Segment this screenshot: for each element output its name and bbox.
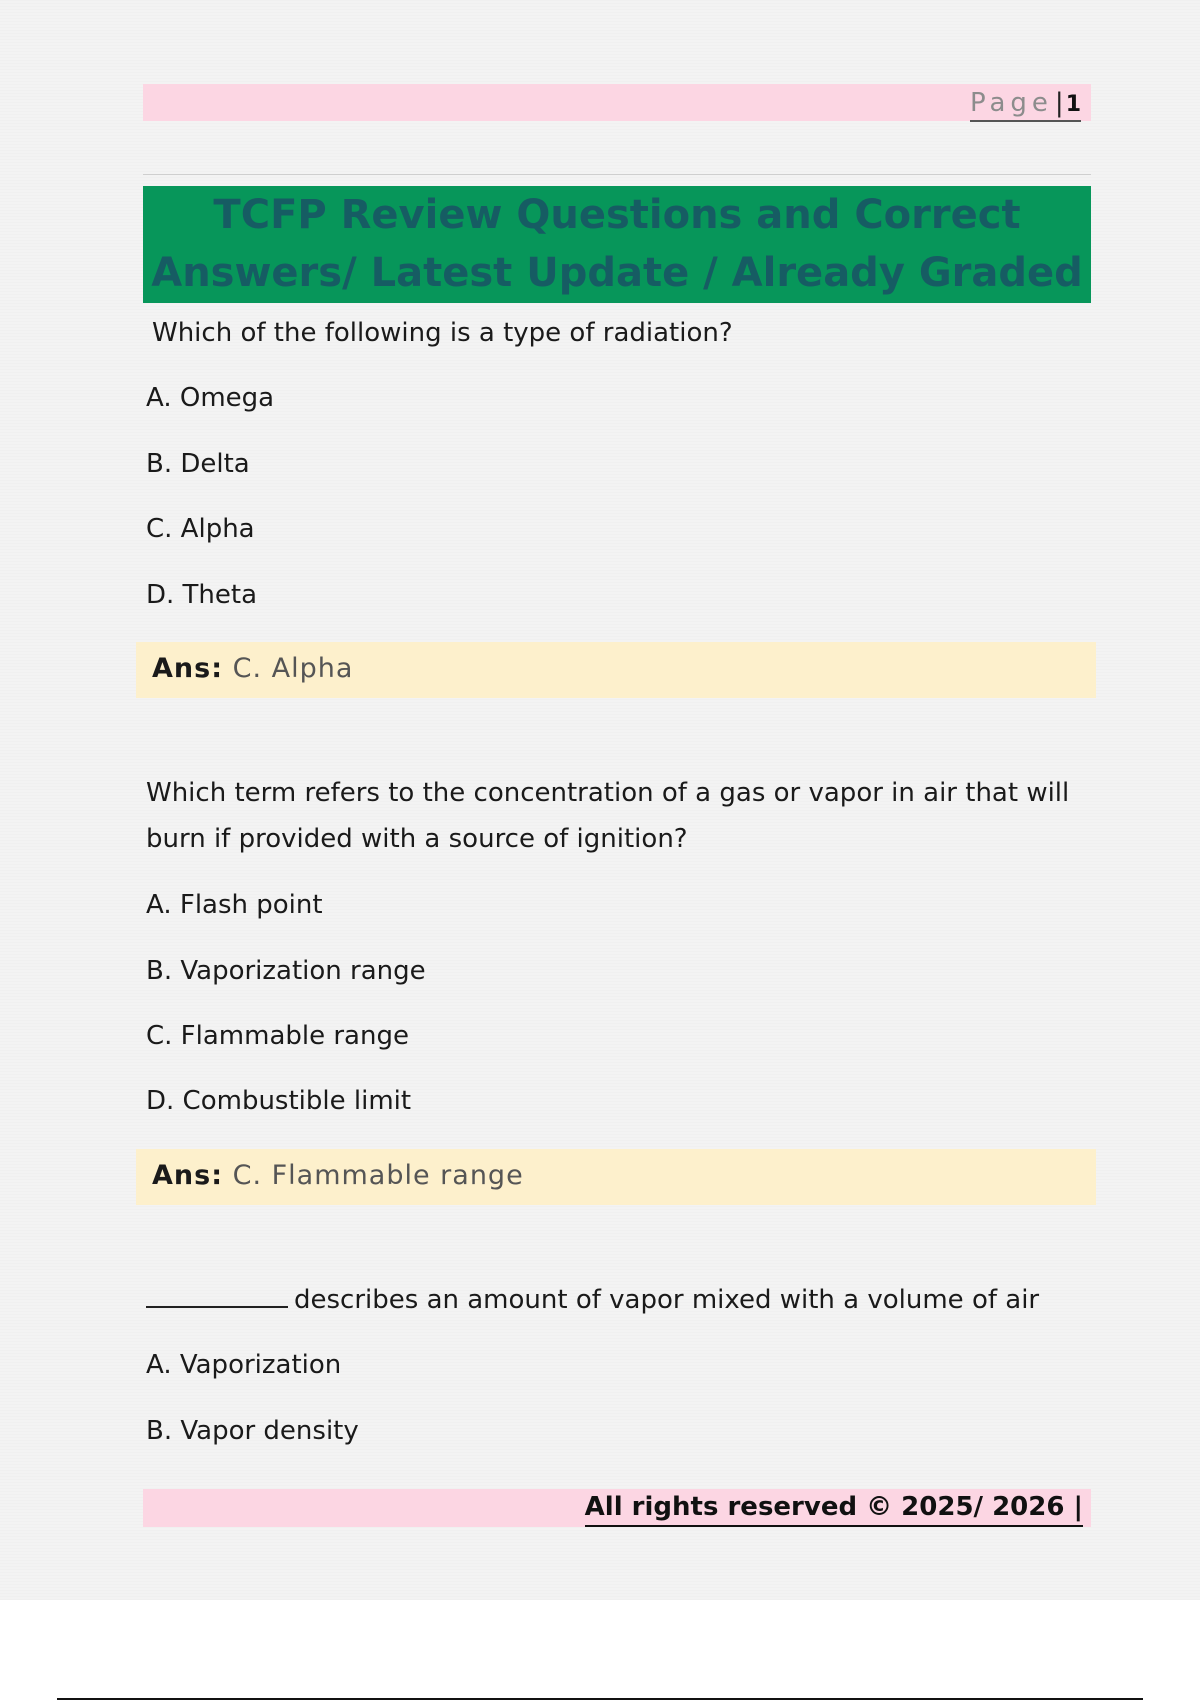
page-header-bar	[143, 84, 1091, 121]
question-2-answer	[152, 1159, 524, 1193]
question-2-answer-box	[136, 1149, 1096, 1205]
answer-value: C. Flammable range	[232, 1160, 524, 1191]
header-divider	[143, 174, 1091, 175]
page-word: Page	[969, 88, 1053, 118]
question-1-option-d: D. Theta	[146, 580, 258, 610]
fill-in-blank-line	[146, 1278, 288, 1308]
question-1-text: Which of the following is a type of radiation?	[152, 318, 733, 348]
answer-label: Ans:	[152, 1160, 223, 1191]
question-3	[146, 1277, 1086, 1323]
title-line-2: Answers/ Latest Update / Already Graded	[151, 250, 1083, 296]
page-separator: |	[1054, 88, 1064, 118]
copyright-notice: All rights reserved © 2025/ 2026 |	[585, 1489, 1083, 1527]
question-2-text: Which term refers to the concentration of a gas or vapor in air that will burn if provided with a source of ignition?	[146, 778, 1070, 854]
question-1-answer	[152, 652, 353, 686]
page-number-label	[970, 88, 1081, 122]
question-2-option-d: D. Combustible limit	[146, 1086, 412, 1116]
question-1-option-c: C. Alpha	[146, 514, 255, 544]
question-2-option-c: C. Flammable range	[146, 1021, 409, 1051]
answer-value: C. Alpha	[232, 653, 354, 684]
question-2-option-b: B. Vaporization range	[146, 956, 426, 986]
title-line-1: TCFP Review Questions and Correct	[213, 192, 1021, 238]
title-banner	[143, 186, 1091, 303]
question-3-text: describes an amount of vapor mixed with a volume of air	[294, 1285, 1040, 1315]
answer-label: Ans:	[152, 653, 223, 684]
question-2-option-a: A. Flash point	[146, 890, 323, 920]
question-1-answer-box	[136, 642, 1096, 698]
question-1-option-b: B. Delta	[146, 449, 250, 479]
question-3-option-a: A. Vaporization	[146, 1350, 342, 1380]
question-3-option-b: B. Vapor density	[146, 1416, 359, 1446]
page-number: 1	[1065, 92, 1081, 117]
question-1-option-a: A. Omega	[146, 383, 275, 413]
page-footer-bar	[143, 1489, 1091, 1527]
